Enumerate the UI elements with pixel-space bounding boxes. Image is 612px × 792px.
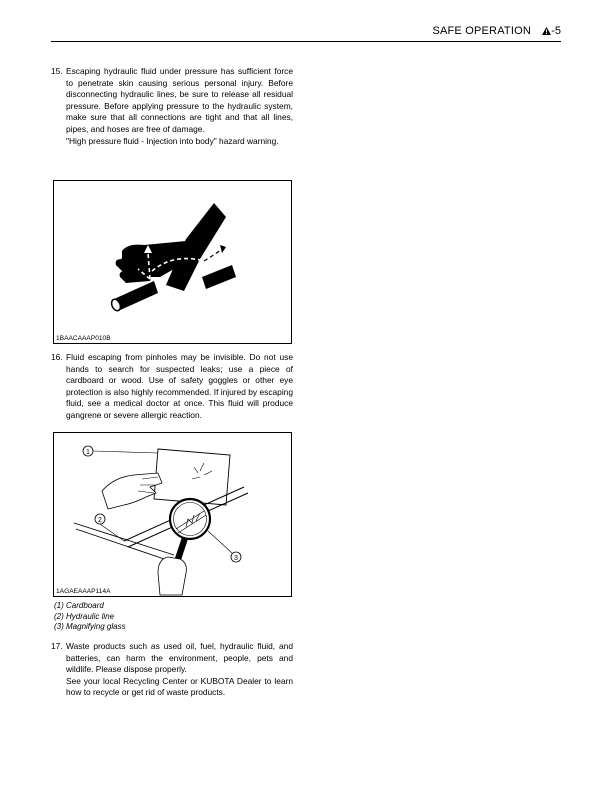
safety-item-16 (51, 352, 293, 422)
item-text: Escaping hydraulic fluid under pressure has sufficient force to penetrate skin causing serious personal injury. Before disconnecting hydraulic lines, be sure to release all residual pressure. Before applying pressure to the hydraulic system, make sure that all connections are tight and that all lines, pipes, and hoses are free of damage. (66, 66, 293, 134)
legend-item: (3) Magnifying glass (54, 622, 126, 632)
figure-legend (54, 601, 126, 633)
svg-text:1: 1 (86, 449, 90, 456)
hazard-warning-text: "High pressure fluid - Injection into body" hazard warning. (66, 135, 279, 146)
item-number: 17. (51, 641, 63, 651)
item-text-2: See your local Recycling Center or KUBOTA Dealer to learn how to recycle or get rid of waste products. (66, 675, 293, 698)
page-number: -5 (542, 25, 561, 37)
callout-3 (208, 531, 241, 562)
svg-text:2: 2 (98, 517, 102, 524)
leak-check-illustration (54, 433, 291, 596)
item-text: Waste products such as used oil, fuel, hydraulic fluid, and batteries, can harm the environment, people, pets and wildlife. Please dispose properly. (66, 641, 293, 675)
high-pressure-injection-illustration (54, 181, 291, 343)
legend-item: (1) Cardboard (54, 601, 104, 610)
injection-hazard-figure (53, 180, 292, 344)
warning-triangle-icon (542, 27, 551, 35)
svg-text:3: 3 (234, 555, 238, 562)
safety-item-17 (51, 641, 293, 699)
legend-item: (2) Hydraulic line (54, 611, 115, 621)
item-number: 15. (51, 66, 63, 76)
header-rule (51, 41, 561, 42)
figure-code: 1BAACAAAP010B (56, 335, 111, 342)
figure-code: 1AGAEAAAP114A (56, 588, 111, 595)
page-header-title: SAFE OPERATION (432, 25, 531, 37)
item-number: 16. (51, 352, 63, 362)
safety-item-15 (51, 66, 293, 147)
callout-1 (83, 446, 158, 456)
item-text: Fluid escaping from pinholes may be invisible. Do not use hands to search for suspected leaks; use a piece of cardboard or wood. Use of safety goggles or other eye protection is also highly recommended. If injured by escaping fluid, see a medical doctor at once. This fluid will produce gangrene or severe allergic reaction. (66, 352, 293, 420)
leak-check-figure (53, 432, 292, 597)
